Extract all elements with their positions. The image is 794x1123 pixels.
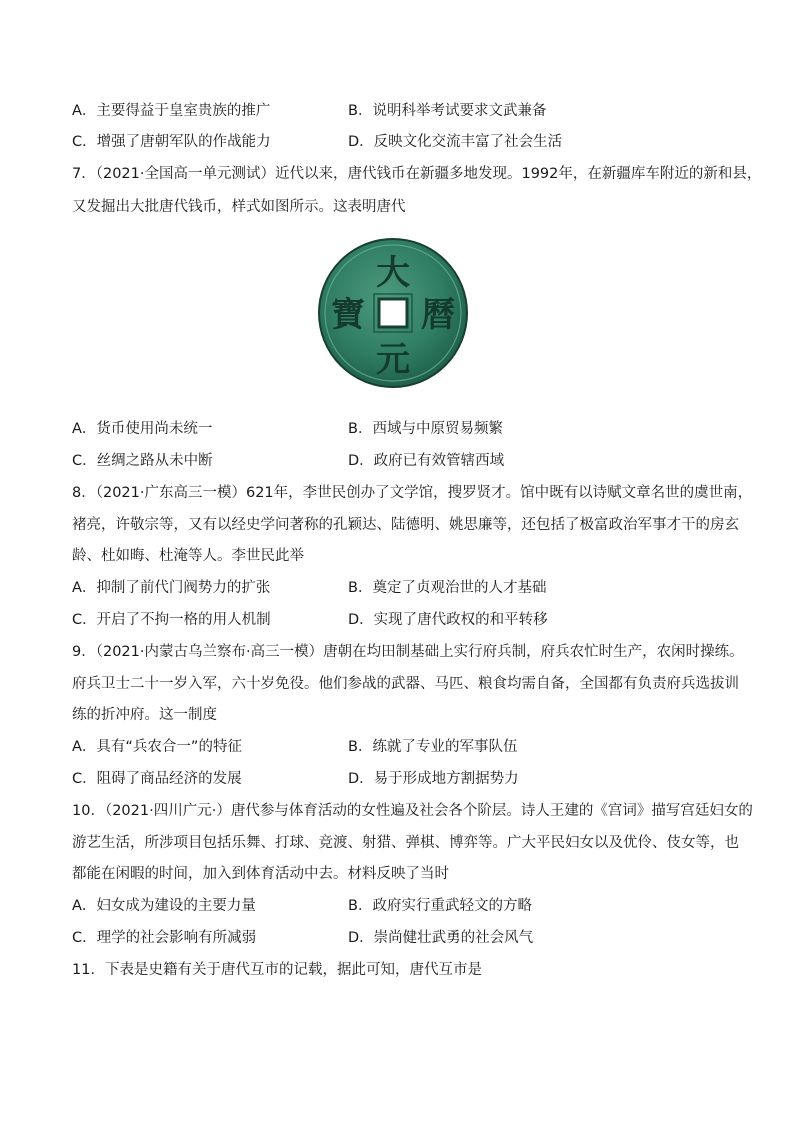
q6-option-a: A．主要得益于皇室贵族的推广	[72, 103, 271, 119]
q8-option-d: D．实现了唐代政权的和平转移	[348, 612, 548, 628]
q10-stem-line-1: 10．（2021·四川广元·）唐代参与体育活动的女性遍及社会各个阶层。诗人王建的《宫词》描写宫廷妇女的	[72, 803, 753, 819]
q9-option-b: B．练就了专业的军事队伍	[348, 739, 518, 755]
q7-stem-line-2: 又发掘出大批唐代钱币，样式如图所示。这表明唐代	[72, 199, 406, 215]
q9-option-c: C．阻碍了商品经济的发展	[72, 771, 242, 787]
q9-option-d: D．易于形成地方割据势力	[348, 771, 519, 787]
coin-char-right: 曆	[421, 295, 455, 335]
q10-stem-line-2: 游艺生活，所涉项目包括乐舞、打球、竞渡、射猎、弹棋、博弈等。广大平民妇女以及优伶、伎女等，也	[72, 835, 739, 851]
q10-option-d: D．崇尚健壮武勇的社会风气	[348, 930, 534, 946]
coin-char-left: 寶	[331, 295, 365, 335]
q11-stem-line-1: 11．下表是史籍有关于唐代互市的记载，据此可知，唐代互市是	[72, 962, 482, 978]
q8-stem-line-3: 龄、杜如晦、杜淹等人。李世民此举	[72, 548, 304, 564]
q8-option-c: C．开启了不拘一格的用人机制	[72, 612, 271, 628]
q9-option-a: A．具有“兵农合一”的特征	[72, 739, 242, 755]
q8-option-a: A．抑制了前代门阀势力的扩张	[72, 580, 271, 596]
q8-stem-line-2: 褚亮，许敬宗等，又有以经史学问著称的孔颖达、陆德明、姚思廉等，还包括了极富政治军事才干的房玄	[72, 517, 739, 533]
q10-stem-line-3: 都能在闲暇的时间，加入到体育活动中去。材料反映了当时	[72, 866, 449, 882]
q8-option-b: B．奠定了贞观治世的人才基础	[348, 580, 547, 596]
q7-option-b: B．西域与中原贸易频繁	[348, 421, 503, 437]
q6-option-d: D．反映文化交流丰富了社会生活	[348, 134, 563, 150]
q6-option-c: C．增强了唐朝军队的作战能力	[72, 134, 271, 150]
coin-char-top: 大	[376, 253, 410, 293]
coin-char-bottom: 元	[376, 340, 410, 380]
q9-stem-line-1: 9．（2021·内蒙古乌兰察布·高三一模）唐朝在均田制基础上实行府兵制，府兵农忙时生产，农闲时操练。	[72, 644, 744, 660]
q9-stem-line-2: 府兵卫士二十一岁入军，六十岁免役。他们参战的武器、马匹、粮食均需自备，全国都有负责府兵选拔训	[72, 676, 739, 692]
q7-stem-line-1: 7．（2021·全国高一单元测试）近代以来，唐代钱币在新疆多地发现。1992年，在新疆库车附近的新和县，	[72, 166, 762, 182]
q6-option-b: B．说明科举考试要求文武兼备	[348, 103, 547, 119]
q9-stem-line-3: 练的折冲府。这一制度	[72, 707, 217, 723]
q10-option-a: A．妇女成为建设的主要力量	[72, 898, 256, 914]
q7-option-d: D．政府已有效管辖西域	[348, 453, 505, 469]
q7-option-a: A．货币使用尚未统一	[72, 421, 213, 437]
q10-option-b: B．政府实行重武轻文的方略	[348, 898, 532, 914]
q8-stem-line-1: 8．（2021·广东高三一模）621年，李世民创办了文学馆，搜罗贤才。馆中既有以诗赋文章名世的虞世南，	[72, 485, 753, 501]
coin-image	[316, 236, 470, 390]
q7-option-c: C．丝绸之路从未中断	[72, 453, 213, 469]
tang-coin-icon	[316, 236, 470, 390]
q10-option-c: C．理学的社会影响有所减弱	[72, 930, 257, 946]
